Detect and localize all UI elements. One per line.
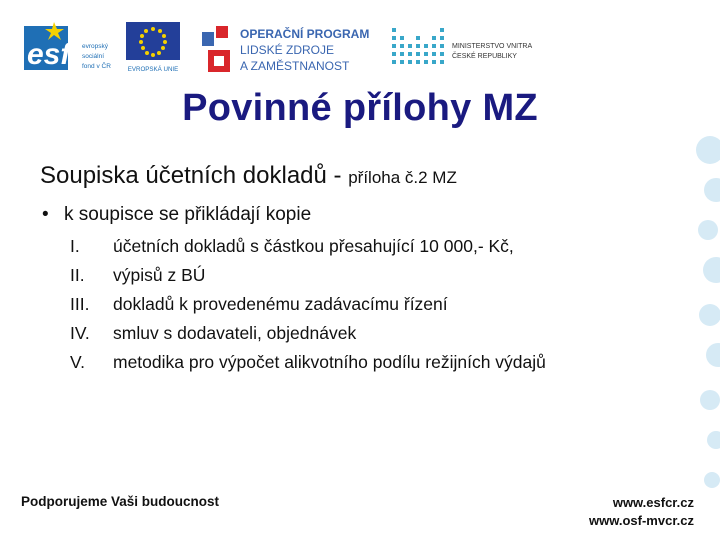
list-number: II. [70, 265, 85, 285]
footer-links [589, 494, 694, 530]
esf-logo [24, 20, 120, 74]
bullet-line [42, 204, 311, 226]
list-text: účetních dokladů s částkou přesahující 10 000,- Kč, [113, 236, 514, 256]
op-lzz-logo [200, 22, 378, 74]
slide-title: Povinné přílohy MZ [182, 87, 538, 129]
svg-text:sociální: sociální [82, 53, 105, 60]
svg-text:ČESKÉ REPUBLIKY: ČESKÉ REPUBLIKY [452, 53, 517, 60]
list-number: I. [70, 236, 80, 256]
eu-flag-logo [124, 20, 182, 74]
svg-text:MINISTERSTVO VNITRA: MINISTERSTVO VNITRA [452, 43, 533, 50]
svg-text:evropský: evropský [82, 43, 109, 50]
svg-text:A ZAMĚSTNANOST: A ZAMĚSTNANOST [240, 59, 350, 73]
subtitle-small: příloha č.2 MZ [348, 168, 457, 187]
list-text: dokladů k provedenému zadávacímu řízení [113, 294, 448, 314]
bullet-text: k soupisce se přikládají kopie [64, 204, 312, 225]
svg-text:esf: esf [27, 38, 71, 71]
list-number: III. [70, 294, 90, 314]
footer-url-osf-mvcr[interactable]: www.osf-mvcr.cz [589, 513, 694, 528]
slide-subtitle [40, 162, 457, 190]
decorative-circles [680, 120, 720, 540]
list-number: IV. [70, 323, 90, 343]
bullet-marker: • [42, 204, 49, 225]
svg-text:LIDSKÉ ZDROJE: LIDSKÉ ZDROJE [240, 43, 335, 57]
mv-cr-logo [390, 24, 550, 72]
footer-slogan: Podporujeme Vaši budoucnost [21, 494, 220, 509]
list-text: výpisů z BÚ [113, 265, 206, 285]
svg-text:fond v ČR: fond v ČR [82, 63, 111, 70]
footer-url-esfcr[interactable]: www.esfcr.cz [612, 495, 694, 510]
logo-bar [0, 0, 720, 80]
list-number: V. [70, 352, 85, 372]
svg-text:EVROPSKÁ UNIE: EVROPSKÁ UNIE [127, 66, 179, 73]
subtitle-main: Soupiska účetních dokladů - [40, 162, 349, 189]
list-text: smluv s dodavateli, objednávek [113, 323, 357, 343]
svg-text:OPERAČNÍ PROGRAM: OPERAČNÍ PROGRAM [240, 27, 370, 41]
list-text: metodika pro výpočet alikvotního podílu režijních výdajů [113, 352, 546, 372]
